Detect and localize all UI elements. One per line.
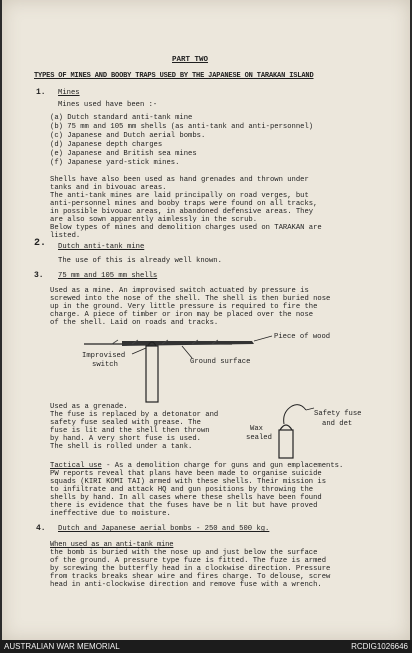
document-title: TYPES OF MINES AND BOOBY TRAPS USED BY THE JAPANESE ON TARAKAN ISLAND: [34, 72, 314, 80]
fig1-wood-label: Piece of wood: [274, 333, 331, 341]
fig2-safety-label-2: and det: [322, 420, 353, 428]
list-item: (b) 75 mm and 105 mm shells (as anti-tank and anti-personnel): [50, 123, 314, 131]
fig1-switch-label-2: switch: [92, 361, 118, 369]
anti-tank-label: When used as an anti-tank mine: [50, 541, 174, 549]
section-4-number: 4.: [36, 524, 46, 533]
list-item: (c) Japanese and Dutch aerial bombs.: [50, 132, 206, 140]
section-2-number: 2.: [34, 238, 47, 249]
footer-record-id: RCDIG1026646: [351, 642, 408, 651]
list-item: (d) Japanese depth charges: [50, 141, 163, 149]
section-3-heading: 75 mm and 105 mm shells: [58, 272, 158, 280]
document-page: PART TWO TYPES OF MINES AND BOOBY TRAPS USED BY THE JAPANESE ON TARAKAN ISLAND 1. Mines Mines used have been :- (a) Dutch standard anti-tank mine (b) 75 mm and 105 mm shells (as anti-tank and anti-personnel) (c) Japanese and Dutch aerial bombs. (d) Japanese depth charges (e) Japanese and British sea mines (f) Japanese yard-stick mines. Shells have also been used as hand grenades and thrown under tanks and in bivouac areas. The anti-tank mines are laid principally on road verges, but anti-personnel mines and booby traps were found on all tracks, in possible bivouac areas, in abandoned defensive areas. They are also sown apparently aimlessly in the scrub. Below types of mines and demolition charges used on TARAKAN are listed. 2. Dutch anti-tank mine The use of this is already well known. 3. 75 mm and 105 mm shells Used as a mine. An improvised switch actuated by pressure is screwed into the nose of the shell. The shell is then buried nose up in the ground. Very little pressure is required to fire the charge. A piece of timber or iron may be placed over the nose of the shell. Laid on roads and tracks. Piece of wood Improvised switch Ground surface Used as a grenade. The fuse is replaced by a detonator and safety fuse sealed with grease. The fuse is lit and the shell then thrown by hand. A very short fuse is used. The shell is rolled under a tank. Safety fuse and det Wax sealed Tactical use - As a demolition charge for guns and gun emplacements. PW reports reveal that plans have been made to organise suicide squads (KIRI KOMI TAI) armed with these shells. Their mission is to infiltrate and attack HQ and gun positions by throwing the shells by hand. In all cases where these shells have been found there is evidence that the fuses have be n lit but have proved ineffective due to moisture. 4. Dutch and Japanese aerial bombs - 250 and 500 kg. When used as an anti-tank mine the bomb is buried with the nose up and just below the surface of the ground. A pressure type fuze is fitted. The fuze is armed by screwing the butterfly head in a clockwise direction. Pressure from tracks breaks shear wire and fires charge. To delouse, screw head in anti-clockwise direction and remove fuse with a wrench.: [2, 0, 410, 640]
section-1-heading: Mines: [58, 89, 80, 97]
fig2-safety-label-1: Safety fuse: [314, 410, 362, 418]
section-1-intro: Mines used have been :-: [58, 101, 158, 109]
fig1-switch-label-1: Improvised: [82, 352, 126, 360]
section-3-number: 3.: [34, 271, 44, 280]
fig1-ground-label: Ground surface: [190, 358, 251, 366]
tactical-use-label: Tactical use: [50, 462, 102, 470]
fig2-wax-label-2: sealed: [246, 434, 272, 442]
section-1-number: 1.: [36, 88, 46, 97]
list-item: (e) Japanese and British sea mines: [50, 150, 197, 158]
fig2-wax-label-1: Wax: [250, 425, 263, 433]
section-2-text: The use of this is already well known.: [58, 257, 222, 265]
section-2-heading: Dutch anti-tank mine: [58, 243, 145, 251]
list-item: (f) Japanese yard-stick mines.: [50, 159, 180, 167]
list-item: (a) Dutch standard anti-tank mine: [50, 114, 193, 122]
footer-source: AUSTRALIAN WAR MEMORIAL: [4, 642, 120, 651]
part-heading: PART TWO: [172, 56, 209, 64]
section-4-heading: Dutch and Japanese aerial bombs - 250 and 500 kg.: [58, 525, 270, 533]
archive-footer: [0, 640, 412, 653]
